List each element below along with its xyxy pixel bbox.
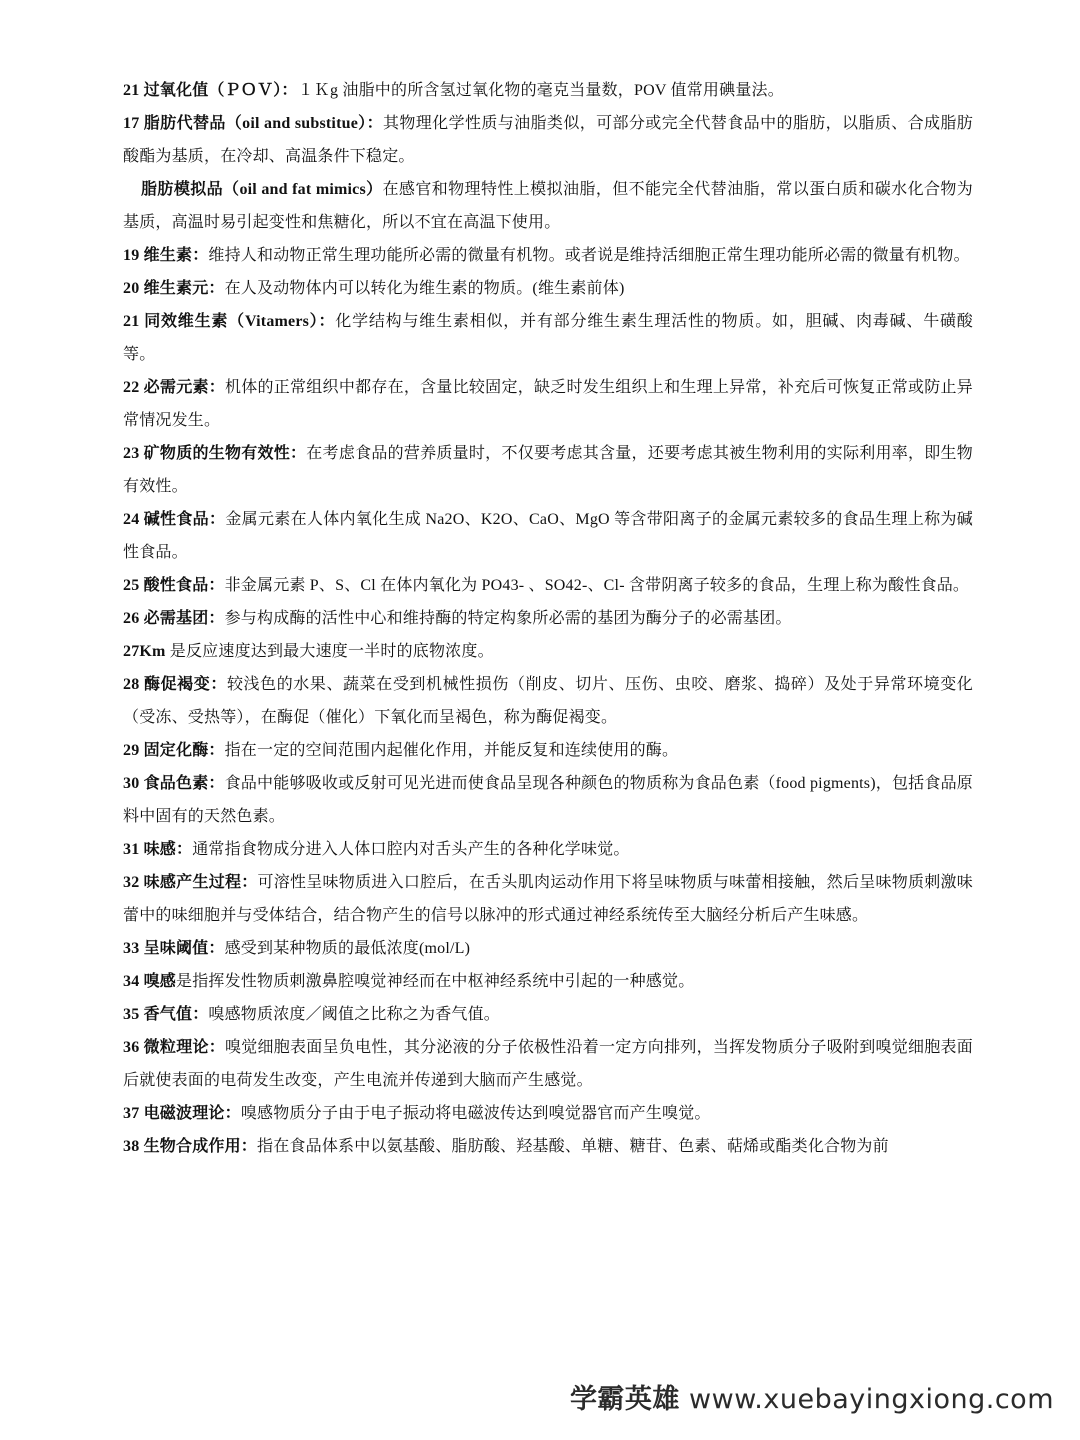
entry-taste-process	[123, 866, 973, 932]
entry-acidic-food	[123, 569, 973, 602]
entry-taste-threshold	[123, 932, 973, 965]
entry-aroma-value	[123, 998, 973, 1031]
entry-term: 22 必需元素：	[123, 379, 225, 396]
entry-text: １Ｋg 油脂中的所含氢过氧化物的毫克当量数，POV 值常用碘量法。	[297, 82, 784, 99]
entry-term: 26 必需基团：	[123, 610, 225, 627]
entry-term: 24 碱性食品：	[123, 511, 226, 528]
entry-term: 37 电磁波理论：	[123, 1105, 241, 1122]
document-body	[123, 74, 973, 1163]
entry-fat-substitute	[123, 107, 973, 173]
entry-text: 在人及动物体内可以转化为维生素的物质。(维生素前体)	[224, 280, 625, 297]
entry-text: 是反应速度达到最大速度一半时的底物浓度。	[165, 643, 494, 660]
entry-text: 是指挥发性物质刺激鼻腔嗅觉神经而在中枢神经系统中引起的一种感觉。	[176, 973, 695, 990]
entry-text: 其物理化学性质与油脂类似，可部分或完全代替食品中的脂肪，以脂质、合成脂肪酸酯为基质，在冷却、高温条件下稳定。	[123, 115, 974, 165]
watermark-url: www.xuebayingxiong.com	[689, 1384, 1054, 1415]
entry-term: 19 维生素：	[123, 247, 209, 264]
entry-term: 34 嗅感	[123, 973, 177, 990]
site-watermark	[570, 1377, 1054, 1416]
entry-term: 30 食品色素：	[123, 775, 225, 792]
entry-vitamin	[123, 239, 973, 272]
entry-text: 嗅觉细胞表面呈负电性，其分泌液的分子依极性沿着一定方向排列，当挥发物质分子吸附到嗅觉细胞表面后就使表面的电荷发生改变，产生电流并传递到大脑而产生感觉。	[123, 1039, 973, 1089]
entry-text: 较浅色的水果、蔬菜在受到机械性损伤（削皮、切片、压伤、虫咬、磨浆、捣碎）及处于异常环境变化（受冻、受热等），在酶促（催化）下氧化而呈褐色，称为酶促褐变。	[123, 676, 973, 726]
entry-text: 在感官和物理特性上模拟油脂，但不能完全代替油脂，常以蛋白质和碳水化合物为基质，高温时易引起变性和焦糖化，所以不宜在高温下使用。	[123, 181, 973, 231]
entry-term: 27Km	[123, 643, 166, 660]
entry-essential-elements	[123, 371, 973, 437]
entry-text: 在考虑食品的营养质量时，不仅要考虑其含量，还要考虑其被生物利用的实际利用率，即生物有效性。	[123, 445, 973, 495]
entry-term: 29 固定化酶：	[123, 742, 225, 759]
entry-text: 非金属元素 P、S、Cl 在体内氧化为 PO43- 、SO42-、Cl- 含带阴离子较多的食品，生理上称为酸性食品。	[224, 577, 970, 594]
entry-term: 21 同效维生素（Vitamers）：	[123, 313, 336, 330]
entry-text: 嗅感物质分子由于电子振动将电磁波传达到嗅觉器官而产生嗅觉。	[240, 1105, 711, 1122]
entry-fat-mimics	[123, 173, 973, 239]
entry-em-wave-theory	[123, 1097, 973, 1130]
entry-term: 20 维生素元：	[123, 280, 225, 297]
entry-text: 指在一定的空间范围内起催化作用，并能反复和连续使用的酶。	[224, 742, 679, 759]
entry-term: 23 矿物质的生物有效性：	[123, 445, 307, 462]
entry-term: 35 香气值：	[123, 1006, 209, 1023]
entry-olfaction	[123, 965, 973, 998]
entry-term: 31 味感：	[123, 841, 193, 858]
entry-text: 食品中能够吸收或反射可见光进而使食品呈现各种颜色的物质称为食品色素（food pigments)，包括食品原料中固有的天然色素。	[123, 775, 973, 825]
entry-km	[123, 635, 973, 668]
entry-text: 机体的正常组织中都存在，含量比较固定，缺乏时发生组织上和生理上异常，补充后可恢复正常或防止异常情况发生。	[123, 379, 973, 429]
entry-particle-theory	[123, 1031, 973, 1097]
entry-text: 通常指食物成分进入人体口腔内对舌头产生的各种化学味觉。	[192, 841, 630, 858]
entry-text: 化学结构与维生素相似，并有部分维生素生理活性的物质。如，胆碱、肉毒碱、牛磺酸等。	[123, 313, 973, 363]
entry-bioavailability	[123, 437, 973, 503]
entry-poV	[123, 74, 973, 107]
entry-text: 嗅感物质浓度／阈值之比称之为香气值。	[208, 1006, 501, 1023]
entry-provitamin	[123, 272, 973, 305]
entry-vitamers	[123, 305, 973, 371]
entry-term: 33 呈味阈值：	[123, 940, 225, 957]
entry-text: 感受到某种物质的最低浓度(mol/L)	[224, 940, 471, 957]
entry-term: 25 酸性食品：	[123, 577, 225, 594]
entry-text: 金属元素在人体内氧化生成 Na2O、K2O、CaO、MgO 等含带阳离子的金属元素较多的食品生理上称为碱性食品。	[123, 511, 973, 561]
entry-food-pigments	[123, 767, 973, 833]
entry-term: 32 味感产生过程：	[123, 874, 258, 891]
entry-term: 38 生物合成作用：	[123, 1138, 258, 1155]
entry-term: 17 脂肪代替品（oil and substitue）：	[123, 115, 383, 132]
entry-text: 可溶性呈味物质进入口腔后，在舌头肌肉运动作用下将呈味物质与味蕾相接触，然后呈味物质刺激味蕾中的味细胞并与受体结合，结合物产生的信号以脉冲的形式通过神经系统传至大脑经分析后产生味感。	[123, 874, 973, 924]
entry-taste	[123, 833, 973, 866]
entry-text: 维持人和动物正常生理功能所必需的微量有机物。或者说是维持活细胞正常生理功能所必需的微量有机物。	[208, 247, 970, 264]
entry-term: 21 过氧化值（ＰＯＶ）：	[123, 82, 298, 99]
entry-immobilized-enzyme	[123, 734, 973, 767]
entry-alkaline-food	[123, 503, 973, 569]
entry-text: 参与构成酶的活性中心和维持酶的特定构象所必需的基团为酶分子的必需基团。	[224, 610, 792, 627]
entry-text: 指在食品体系中以氨基酸、脂肪酸、羟基酸、单糖、糖苷、色素、萜烯或酯类化合物为前	[257, 1138, 889, 1155]
entry-term: 36 微粒理论：	[123, 1039, 225, 1056]
entry-essential-group	[123, 602, 973, 635]
watermark-brand: 学霸英雄	[569, 1384, 680, 1415]
entry-enzymatic-browning	[123, 668, 973, 734]
entry-biosynthesis	[123, 1130, 973, 1163]
entry-term: 脂肪模拟品（oil and fat mimics）	[141, 181, 383, 198]
entry-term: 28 酶促褐变：	[123, 676, 227, 693]
